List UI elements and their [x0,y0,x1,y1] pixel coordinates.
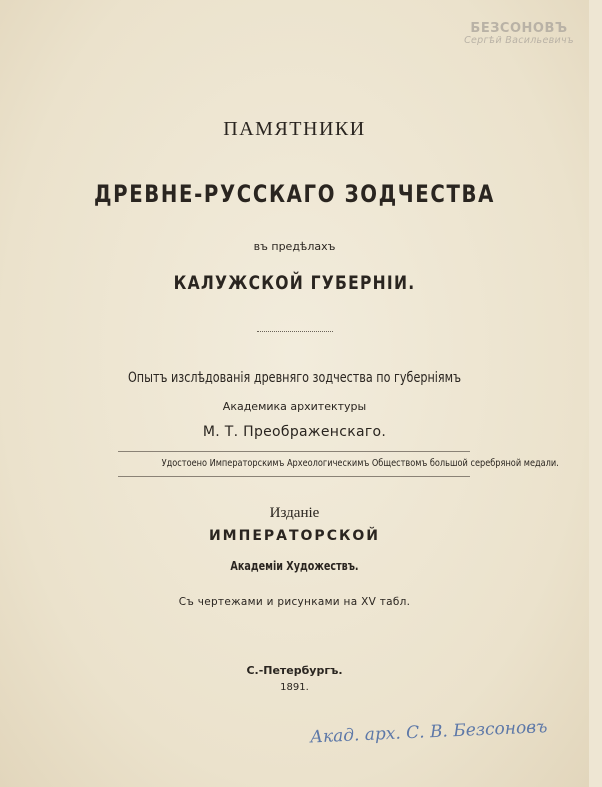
publisher-institution: Академіи Художествъ. [230,559,359,573]
imprint-year: 1891. [280,682,309,693]
stamp-line-2: Сергѣй Васильевичъ [464,34,574,46]
title-line-1: ПАМЯТНИКИ [223,118,366,140]
publisher-name: ИМПЕРАТОРСКОЙ [208,528,381,544]
author-name: М. Т. Преображенскаго. [202,424,387,440]
title-line-4: КАЛУЖСКОЙ ГУБЕРНІИ. [173,272,416,294]
award-note [118,451,559,477]
award-text: Удостоено Императорскимъ Археологическимъ Обществомъ большой серебряной медали. [161,458,559,469]
subtitle: Опытъ изслѣдованія древняго зодчества по губерніямъ [127,370,462,386]
owner-stamp [455,22,583,46]
title-line-3: въ предѣлахъ [253,240,336,253]
illustrations-note: Съ чертежами и рисунками на XV табл. [178,596,411,608]
divider [257,331,333,332]
publisher-label: Изданіе [269,505,320,521]
title-line-2: ДРЕВНЕ-РУССКАГО ЗОДЧЕСТВА [93,180,496,208]
imprint-place: С.-Петербургъ. [246,664,343,677]
handwritten-inscription: Акад. арх. С. В. Безсоновъ [309,717,548,748]
author-title: Академика архитектуры [222,400,367,413]
stamp-line-1: БЕЗСОНОВЪ [470,21,568,36]
